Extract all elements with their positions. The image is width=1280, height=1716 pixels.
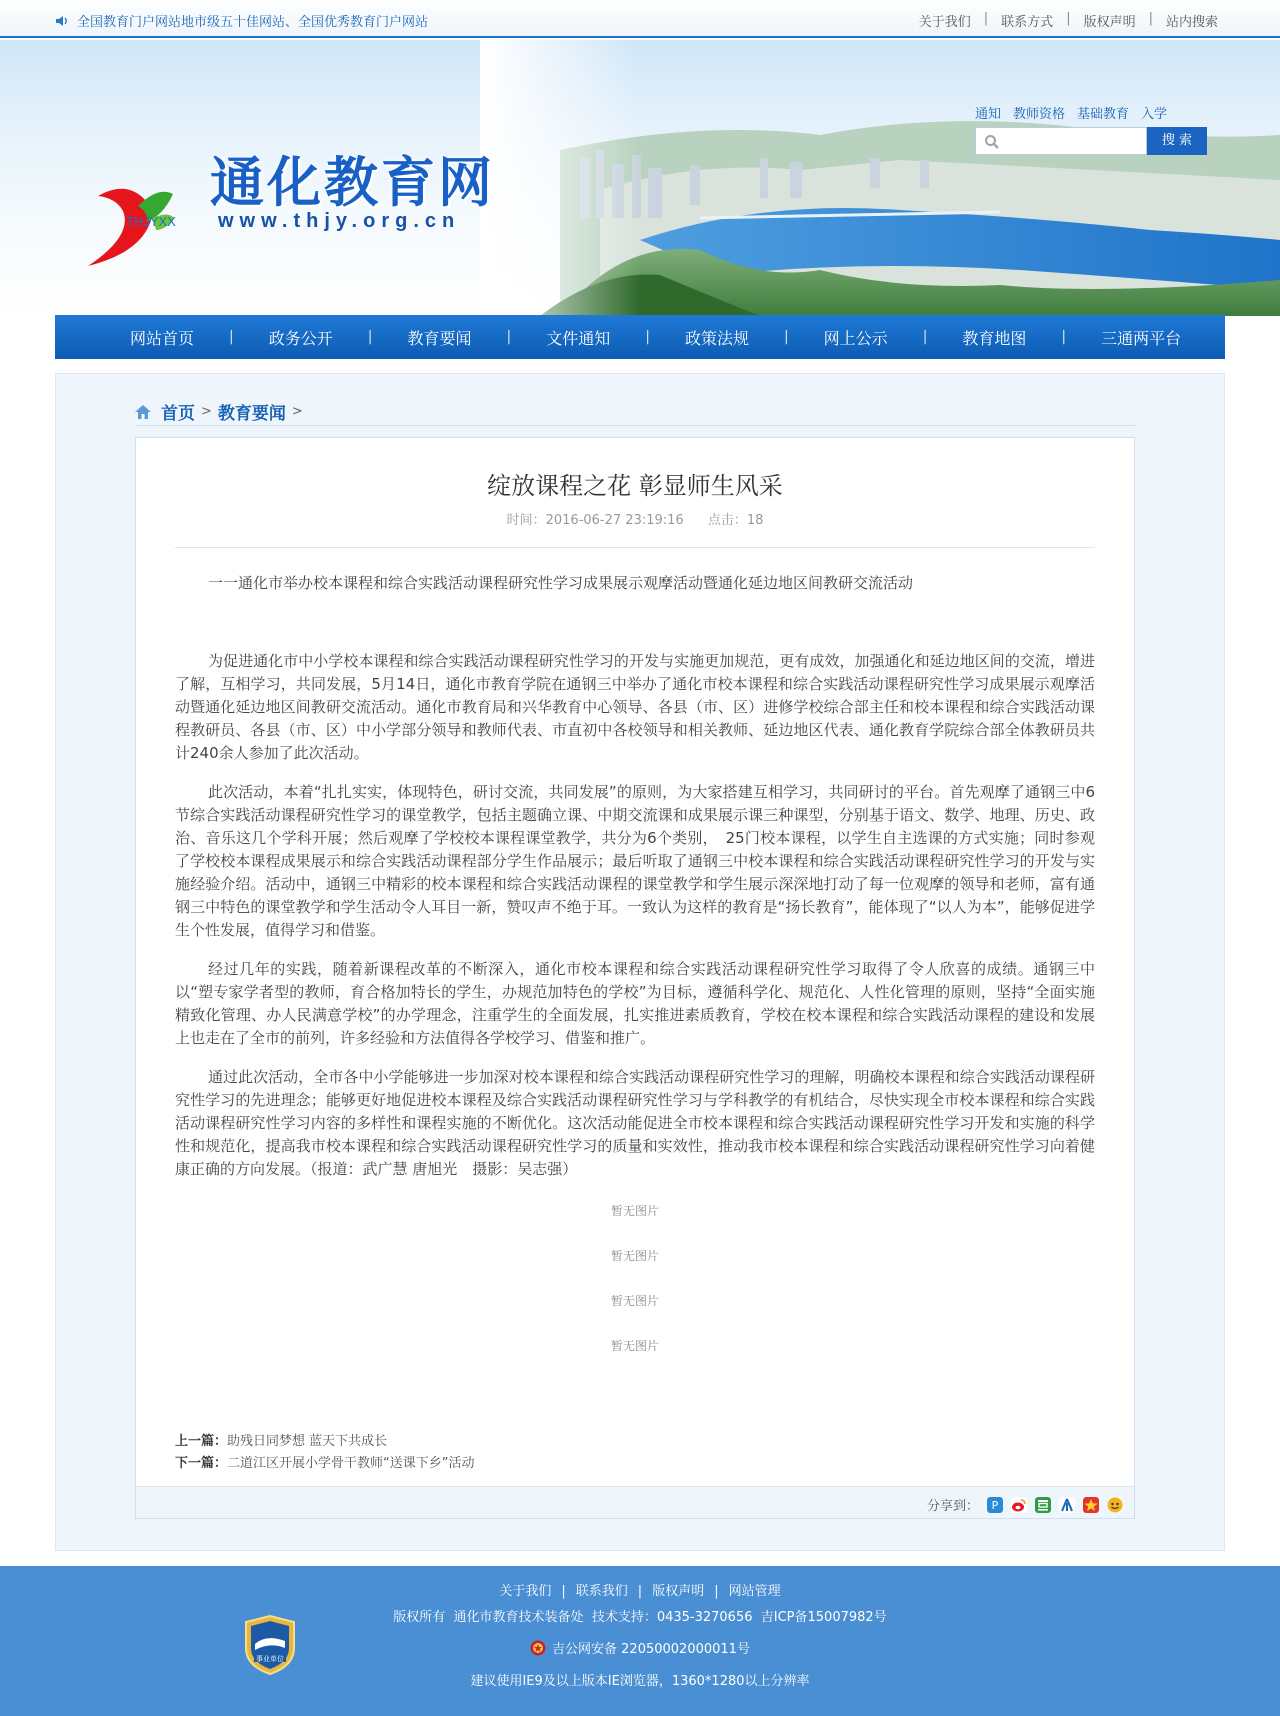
divider: | bbox=[1148, 11, 1153, 26]
divider: | bbox=[714, 1584, 719, 1599]
divider: | bbox=[645, 329, 650, 345]
footer-links bbox=[0, 1580, 1280, 1599]
share-douban-icon[interactable] bbox=[1035, 1497, 1051, 1513]
divider: | bbox=[367, 329, 373, 345]
article-paragraph: 为促进通化市中小学校本课程和综合实践活动课程研究性学习的开发与实施更加规范，更有成效，加强通化和延边地区间的交流，增进了解，互相学习，共同发展，5月14日，通化市教育学院在通钢三中举办了通化市校本课程和综合实践活动课程研究性学习成果展示观摩活动暨通化延边地区间教研交流活动。通化市教育局和兴华教育中心领导、各县（市、区）进修学校综合部主任和校本课程和综合实践活动课程教研员、各县（市、区）中小学部分领导和教师代表、市直初中各校领导和相关教师、延边地区代表、通化教育学院综合部全体教研员共计240余人参加了此次活动。 bbox=[175, 652, 1095, 762]
divider bbox=[175, 547, 1095, 548]
share-tools bbox=[927, 1495, 1123, 1514]
quick-links bbox=[975, 103, 1179, 122]
divider: | bbox=[1066, 11, 1071, 26]
divider: | bbox=[506, 329, 512, 345]
article-hits: 点击：18 bbox=[707, 513, 764, 528]
top-bar bbox=[0, 0, 1280, 38]
no-image-placeholder: 暂无图片 bbox=[610, 1339, 659, 1353]
share-kaixin-icon[interactable] bbox=[1107, 1497, 1123, 1513]
nav-education-map[interactable]: 教育地图 bbox=[962, 328, 1027, 348]
nav-education-news[interactable]: 教育要闻 bbox=[407, 328, 472, 348]
top-link-about[interactable]: 关于我们 bbox=[918, 15, 971, 30]
prev-article-label: 上一篇： bbox=[175, 1434, 228, 1449]
breadcrumb-home[interactable]: 首页 bbox=[161, 404, 195, 424]
nav-online-announcements[interactable]: 网上公示 bbox=[823, 328, 888, 348]
footer-link-about[interactable]: 关于我们 bbox=[499, 1584, 552, 1599]
main-nav bbox=[55, 315, 1225, 359]
article-paragraph: 经过几年的实践，随着新课程改革的不断深入，通化市校本课程和综合实践活动课程研究性学习取得了令人欣喜的成绩。通钢三中以“塑专家学者型的教师，育合格加特长的学生，办规范加特色的学校”为目标，遵循科学化、规范化、人性化管理的原则，坚持“全面实施精致化管理、办人民满意学校”的办学理念，注重学生的全面发展，扎实推进素质教育，学校在校本课程和综合实践活动课程的建设和发展上也走在了全市的前列，许多经验和方法值得各学校学习、借鉴和推广。 bbox=[175, 960, 1095, 1047]
speaker-icon bbox=[55, 15, 69, 27]
site-notice-text: 全国教育门户网站地市级五十佳网站、全国优秀教育门户网站 bbox=[77, 15, 429, 30]
footer-police-text[interactable]: 吉公网安备 22050002000011号 bbox=[552, 1642, 750, 1657]
nav-home[interactable]: 网站首页 bbox=[130, 328, 195, 348]
svg-text:P: P bbox=[991, 1498, 999, 1512]
article-time: 时间：2016-06-27 23:19:16 bbox=[506, 513, 684, 528]
footer-police-record bbox=[0, 1638, 1280, 1657]
share-weibo-icon[interactable] bbox=[1011, 1497, 1027, 1513]
top-link-site-search[interactable]: 站内搜索 bbox=[1165, 15, 1218, 30]
nav-platform[interactable]: 三通两平台 bbox=[1101, 328, 1182, 348]
divider: | bbox=[783, 329, 789, 345]
search-input[interactable] bbox=[1008, 132, 1140, 150]
article-title: 绽放课程之花 彰显师生风采 bbox=[487, 472, 783, 500]
article-paragraph: 此次活动，本着“扎扎实实，体现特色，研讨交流，共同发展”的原则，为大家搭建互相学习，共同研讨的平台。首先观摩了通钢三中6节综合实践活动课程研究性学习的课堂教学，包括主题确立课、中期交流课和成果展示课三种课型，分别基于语文、数学、地理、历史、政治、音乐这几个学科开展；然后观摩了学校校本课程课堂教学，共分为6个类别， 25门校本课程，以学生自主选课的方式实施；同时参观了学校校本课程成果展示和综合实践活动课程部分学生作品展示；最后听取了通钢三中校本课程和综合实践活动课程研究性学习的开发与实施经验介绍。活动中，通钢三中精彩的校本课程和综合实践活动课程的课堂教学和学生展示深深地打动了每一位观摩的领导和老师，富有通钢三中特色的课堂教学和学生活动令人耳目一新，赞叹声不绝于耳。一致认为这样的教育是“扬长教育”，能体现了“以人为本”，能够促进学生个性发展，值得学习和借鉴。 bbox=[175, 783, 1095, 939]
breadcrumb-separator: > bbox=[291, 404, 303, 419]
quick-link-enrollment[interactable]: 入学 bbox=[1141, 107, 1168, 122]
divider: | bbox=[637, 1584, 643, 1599]
share-renren-icon[interactable] bbox=[1059, 1497, 1075, 1513]
share-label: 分享到： bbox=[926, 1499, 979, 1514]
next-article bbox=[175, 1452, 475, 1471]
footer-link-copyright[interactable]: 版权声明 bbox=[652, 1584, 705, 1599]
divider: | bbox=[229, 329, 234, 345]
home-icon bbox=[135, 405, 151, 419]
next-article-link[interactable]: 二道江区开展小学骨干教师“送课下乡”活动 bbox=[227, 1456, 475, 1471]
breadcrumb bbox=[135, 399, 309, 424]
search-icon bbox=[984, 134, 1000, 150]
nav-file-notices[interactable]: 文件通知 bbox=[546, 328, 611, 348]
divider: | bbox=[922, 329, 928, 345]
next-article-label: 下一篇： bbox=[175, 1456, 228, 1471]
breadcrumb-separator: > bbox=[201, 404, 212, 419]
city-river-banner-image bbox=[0, 40, 1280, 316]
divider bbox=[135, 425, 1135, 426]
top-link-copyright[interactable]: 版权声明 bbox=[1083, 15, 1136, 30]
no-image-placeholder: 暂无图片 bbox=[610, 1249, 659, 1263]
prev-article-link[interactable]: 助残日同梦想 蓝天下共成长 bbox=[227, 1434, 388, 1449]
divider: | bbox=[983, 11, 989, 26]
nav-government-affairs[interactable]: 政务公开 bbox=[268, 328, 333, 348]
no-image-placeholder: 暂无图片 bbox=[610, 1294, 659, 1308]
site-notice bbox=[55, 11, 428, 30]
divider: | bbox=[1061, 329, 1067, 345]
police-badge-icon bbox=[530, 1640, 546, 1656]
prev-article bbox=[175, 1430, 387, 1449]
footer-link-admin[interactable]: 网站管理 bbox=[728, 1584, 781, 1599]
top-links bbox=[919, 11, 1218, 30]
top-link-contact[interactable]: 联系方式 bbox=[1001, 15, 1054, 30]
divider: | bbox=[561, 1584, 566, 1599]
footer-link-contact[interactable]: 联系我们 bbox=[575, 1584, 628, 1599]
breadcrumb-section[interactable]: 教育要闻 bbox=[217, 404, 286, 424]
footer-browser-tip: 建议使用IE9及以上版本IE浏览器，1360*1280以上分辨率 bbox=[470, 1674, 810, 1689]
article-subtitle: 一一通化市举办校本课程和综合实践活动课程研究性学习成果展示观摩活动暨通化延边地区间教研交流活动 bbox=[208, 574, 914, 592]
site-url: www.thjy.org.cn bbox=[218, 210, 461, 232]
search-bar bbox=[975, 127, 1207, 155]
search-box bbox=[975, 127, 1147, 155]
nav-policies[interactable]: 政策法规 bbox=[684, 328, 749, 348]
logo-subtitle: THJYXX bbox=[126, 214, 176, 229]
share-star-icon[interactable] bbox=[1083, 1497, 1099, 1513]
search-button[interactable]: 搜 索 bbox=[1147, 127, 1207, 155]
footer-copyright: 版权所有 通化市教育技术装备处 技术支持：0435-3270656 吉ICP备15007982号 bbox=[393, 1610, 887, 1625]
quick-link-basic-education[interactable]: 基础教育 bbox=[1077, 107, 1130, 122]
header-banner bbox=[0, 40, 1280, 316]
share-qzone-icon[interactable] bbox=[987, 1497, 1003, 1513]
article-meta bbox=[0, 509, 1270, 528]
site-title: 通化教育网 bbox=[210, 151, 495, 214]
quick-link-notice[interactable]: 通知 bbox=[975, 107, 1002, 122]
article-paragraph: 通过此次活动，全市各中小学能够进一步加深对校本课程和综合实践活动课程研究性学习的理解，明确校本课程和综合实践活动课程研究性学习的先进理念；能够更好地促进校本课程及综合实践活动课程研究性学习与学科教学的有机结合，尽快实现全市校本课程和综合实践活动课程研究性学习内容的多样性和课程实施的不断优化。这次活动能促进全市校本课程和综合实践活动课程研究性学习开发和实施的科学性和规范化，提高我市校本课程和综合实践活动课程研究性学习的质量和实效性，推动我市校本课程和综合实践活动课程研究性学习向着健康正确的方向发展。（报道：武广慧 唐旭光 摄影：吴志强） bbox=[175, 1068, 1095, 1178]
no-image-placeholder: 暂无图片 bbox=[610, 1204, 659, 1218]
quick-link-teacher-qualification[interactable]: 教师资格 bbox=[1013, 107, 1066, 122]
badge-text: 事业单位 bbox=[256, 1655, 284, 1663]
